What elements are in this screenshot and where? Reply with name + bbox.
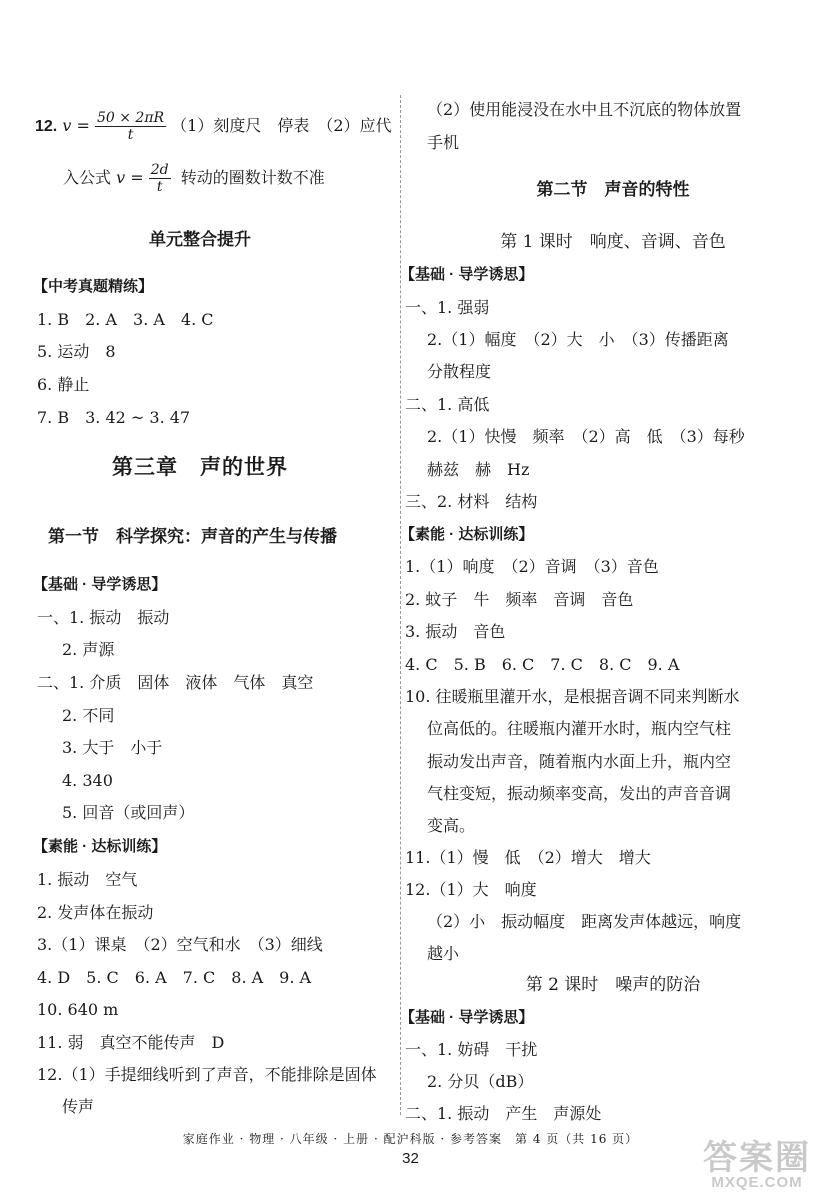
answer-line: 4. C 5. B 6. C 7. C 8. C 9. A <box>405 655 680 674</box>
answer-line: 12.（1）手提细线听到了声音，不能排除是固体 <box>37 1065 377 1084</box>
page-number: 32 <box>402 1150 419 1167</box>
answer-line: 变高。 <box>427 816 476 835</box>
answer-line: 10. 640 m <box>37 1000 119 1019</box>
section-tag: 【中考真题精练】 <box>33 278 154 295</box>
column-divider <box>400 95 401 1115</box>
answer-line: 二、1. 介质 固体 液体 气体 真空 <box>37 673 314 692</box>
answer-line: 5. 运动 8 <box>37 342 116 361</box>
question-number: 12. <box>35 118 58 135</box>
answer-line: （2）小 振动幅度 距离发声体越远，响度 <box>427 912 742 931</box>
answer-text: 入公式 <box>63 168 112 187</box>
answer-line: 1.（1）响度 （2）音调 （3）音色 <box>405 557 659 576</box>
answer-line: 4. D 5. C 6. A 7. C 8. A 9. A <box>37 968 312 987</box>
answer-line: 一、1. 强弱 <box>405 298 490 317</box>
answer-line: 3.（1）课桌 （2）空气和水 （3）细线 <box>37 935 323 954</box>
answer-line: 2. 发声体在振动 <box>37 903 154 922</box>
fraction-numerator: 50 × 2πR <box>96 110 165 126</box>
section-title: 第二节 声音的特性 <box>536 180 690 199</box>
section-tag: 【素能 · 达标训练】 <box>400 526 534 543</box>
formula-var: v = <box>116 168 144 187</box>
answer-line: 3. 大于 小于 <box>62 738 163 757</box>
watermark-big: 答案圈 <box>703 1139 811 1177</box>
answer-12-line1 <box>35 110 392 143</box>
answer-line: 2. 不同 <box>62 706 115 725</box>
footer-text: 家庭作业 · 物理 · 八年级 · 上册 · 配沪科版 · 参考答案 第 4 页（共 16 页） <box>182 1132 639 1146</box>
answer-line: 6. 静止 <box>37 375 90 394</box>
unit-title: 单元整合提升 <box>149 230 251 249</box>
answer-line: 2. 声源 <box>62 640 115 659</box>
answer-line: 一、1. 妨碍 干扰 <box>405 1040 538 1059</box>
answer-line: 1. B 2. A 3. A 4. C <box>37 310 214 329</box>
answer-line: 手机 <box>427 133 460 152</box>
answer-line: 7. B 3. 42 ~ 3. 47 <box>37 408 191 427</box>
answer-line: 10. 往暖瓶里灌开水，是根据音调不同来判断水 <box>405 687 740 706</box>
answer-line: 位高低的。往暖瓶内灌开水时，瓶内空气柱 <box>427 719 732 738</box>
answer-line: 赫兹 赫 Hz <box>427 460 530 479</box>
section-tag: 【基础 · 导学诱思】 <box>400 266 534 283</box>
section-tag: 【基础 · 导学诱思】 <box>400 1009 534 1026</box>
answer-line: 2. 蚊子 牛 频率 音调 音色 <box>405 590 634 609</box>
answer-line: 二、1. 振动 产生 声源处 <box>405 1104 602 1123</box>
answer-line: 二、1. 高低 <box>405 395 490 414</box>
formula-fraction <box>95 110 166 143</box>
answer-line: 2.（1）快慢 频率 （2）高 低 （3）每秒 <box>427 427 745 446</box>
answer-text: 转动的圈数计数不准 <box>180 168 325 187</box>
section-title: 第一节 科学探究：声音的产生与传播 <box>48 527 337 546</box>
answer-line: 4. 340 <box>62 771 113 790</box>
answer-line: 三、2. 材料 结构 <box>405 492 538 511</box>
answer-line: 11. 弱 真空不能传声 D <box>37 1033 225 1052</box>
answer-line: 分散程度 <box>427 362 492 381</box>
fraction-denominator: t <box>127 127 134 143</box>
answer-line: 一、1. 振动 振动 <box>37 608 170 627</box>
answer-line: 5. 回音（或回声） <box>62 803 195 822</box>
answer-line: 11.（1）慢 低 （2）增大 增大 <box>405 848 651 867</box>
formula-fraction <box>149 162 171 195</box>
formula-var: v = <box>62 116 90 135</box>
watermark-small: MXQE.COM <box>711 1174 803 1191</box>
answer-line: 越小 <box>427 944 460 963</box>
answer-line: 2.（1）幅度 （2）大 小 （3）传播距离 <box>427 330 729 349</box>
section-tag: 【素能 · 达标训练】 <box>33 838 167 855</box>
answer-line: 传声 <box>62 1097 95 1116</box>
answer-line: （2）使用能浸没在水中且不沉底的物体放置 <box>427 100 742 119</box>
chapter-title: 第三章 声的世界 <box>112 456 288 479</box>
answer-line: 振动发出声音，随着瓶内水面上升，瓶内空 <box>427 752 732 771</box>
lesson-title: 第 2 课时 噪声的防治 <box>525 975 701 995</box>
watermark-logo <box>703 1141 811 1190</box>
answer-line: 2. 分贝（dB） <box>427 1072 534 1091</box>
answer-12-line2 <box>63 162 325 195</box>
fraction-numerator: 2d <box>150 162 169 178</box>
fraction-denominator: t <box>156 179 163 195</box>
answer-line: 气柱变短，振动频率变高，发出的声音音调 <box>427 784 732 803</box>
lesson-title: 第 1 课时 响度、音调、音色 <box>500 232 726 252</box>
answer-line: 3. 振动 音色 <box>405 622 506 641</box>
section-tag: 【基础 · 导学诱思】 <box>33 576 167 593</box>
answer-line: 1. 振动 空气 <box>37 870 138 889</box>
answer-line: 12.（1）大 响度 <box>405 880 537 899</box>
answer-text: （1）刻度尺 停表 （2）应代 <box>171 116 392 135</box>
